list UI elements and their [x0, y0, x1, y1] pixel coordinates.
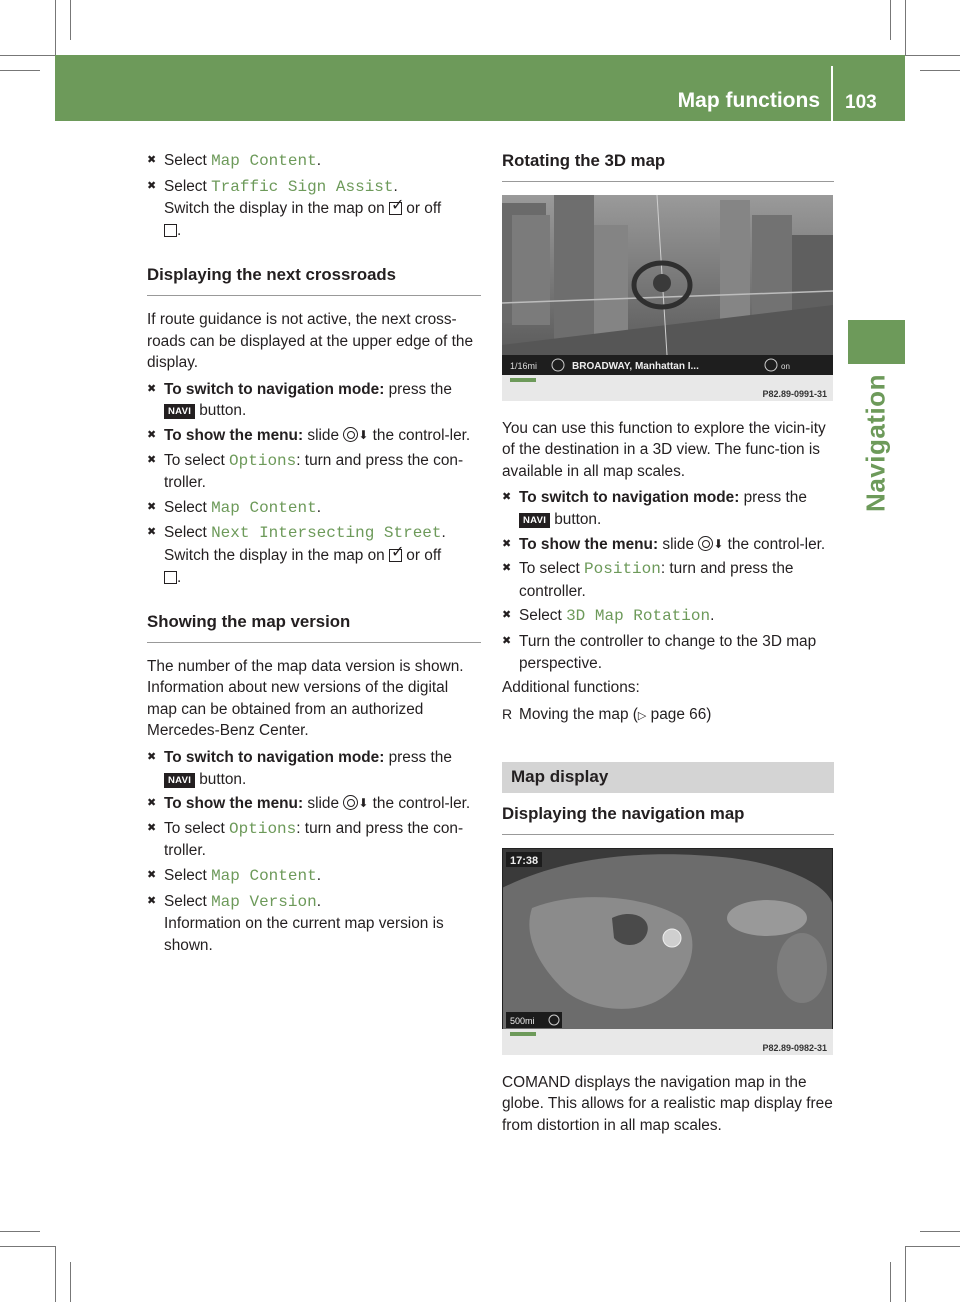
side-tab-marker — [848, 320, 905, 364]
globe-map-image — [502, 848, 833, 1041]
section-intro: The number of the map data version is shown. Information about new versions of the digital map can be obtained from an authorized Mercedes-Benz Center. — [147, 657, 464, 740]
step-select-traffic-sign: ✖ Select Traffic Sign Assist. Switch the display in the map on ✓ or off . — [147, 176, 481, 242]
screenshot-3d-map — [502, 195, 833, 401]
navi-button-icon: NAVI — [164, 773, 195, 788]
step-marker-icon: ✖ — [502, 562, 512, 575]
section-body: COMAND displays the navigation map in the globe. This allows for a realistic map display free from distortion in all map scales. — [502, 1073, 833, 1134]
globe-map-illustration — [502, 848, 833, 1041]
crop-mark — [0, 55, 55, 56]
step-marker-icon: ✖ — [502, 634, 512, 647]
step-nav-mode: ✖ To switch to navigation mode: press the NAVI button. — [147, 749, 452, 788]
step-show-menu: ✖ To show the menu: slide ⬇ the control-ler. — [147, 793, 481, 815]
step-select-map-version: ✖ Select Map Version. Information on the current map version is shown. — [147, 892, 444, 954]
crop-mark — [890, 0, 891, 40]
arrow-down-icon: ⬇ — [358, 427, 369, 442]
crop-mark — [905, 0, 906, 55]
step-show-menu: ✖ To show the menu: slide ⬇ the control-ler. — [502, 534, 834, 556]
menu-item-options: Options — [229, 819, 297, 838]
menu-item-map-content: Map Content — [211, 498, 317, 517]
step-select-options: ✖ To select Options: turn and press the con-troller. — [147, 451, 464, 492]
menu-item-traffic-sign-assist: Traffic Sign Assist — [211, 177, 394, 196]
step-marker-icon: ✖ — [147, 453, 157, 466]
crop-mark — [905, 1246, 906, 1302]
bullet-icon: R — [502, 705, 513, 722]
section-intro: If route guidance is not active, the next cross-roads can be displayed at the upper edge of the display. — [147, 310, 474, 372]
crop-mark — [890, 1262, 891, 1302]
page-reference-icon: ▷ — [637, 709, 647, 722]
step-marker-icon: ✖ — [502, 609, 512, 622]
step-select-map-content: ✖ Select Map Content. — [147, 498, 321, 517]
clock-label: 17:38 — [510, 854, 539, 867]
step-select-position: ✖ To select Position: turn and press the controller. — [502, 560, 794, 600]
step-marker-icon: ✖ — [502, 491, 512, 504]
step-marker-icon: ✖ — [147, 382, 157, 395]
page-reference-link[interactable]: page 66) — [650, 705, 712, 723]
checkbox-empty-icon — [164, 224, 177, 237]
controller-knob-icon — [698, 536, 713, 551]
checkbox-checked-icon — [389, 549, 402, 562]
step-nav-mode: ✖ To switch to navigation mode: press the NAVI button. — [147, 380, 452, 420]
header-divider — [831, 66, 833, 121]
navi-button-icon: NAVI — [519, 513, 550, 528]
step-marker-icon: ✖ — [147, 894, 157, 907]
step-select-map-content: ✖ Select Map Content. — [147, 152, 321, 170]
crop-mark — [0, 1246, 55, 1247]
menu-item-map-content: Map Content — [211, 867, 317, 886]
section-heading: Showing the map version — [147, 611, 481, 643]
additional-functions-label: Additional functions: — [502, 679, 640, 697]
section-banner: Map display — [502, 762, 834, 793]
arrow-down-icon: ⬇ — [358, 796, 369, 811]
crop-mark — [70, 0, 71, 40]
menu-item-map-version: Map Version — [211, 892, 317, 911]
right-column — [502, 150, 834, 1136]
menu-item-options: Options — [229, 451, 297, 470]
step-select-next-street: ✖ Select Next Intersecting Street. Switch the display in the map on ✓ or off . — [147, 522, 481, 588]
step-select-3d-rotation: ✖ Select 3D Map Rotation. — [502, 607, 715, 626]
controller-knob-icon — [343, 427, 358, 442]
step-marker-icon: ✖ — [147, 428, 157, 441]
additional-function-item: R Moving the map (▷ page 66) — [502, 704, 834, 728]
crop-mark — [905, 55, 960, 56]
section-intro: You can use this function to explore the vicin-ity of the destination in a 3D view. The func-tion is available in all map scales. — [502, 419, 826, 480]
screenshot-navigation-map — [502, 848, 833, 1055]
3d-city-illustration — [502, 195, 833, 387]
crop-mark — [905, 1246, 960, 1247]
step-marker-icon: ✖ — [147, 869, 157, 882]
image-caption: P82.89-0982-31 — [502, 1041, 833, 1055]
controller-knob-icon — [343, 795, 358, 810]
step-marker-icon: ✖ — [147, 526, 157, 539]
section-heading: Displaying the next crossroads — [147, 264, 481, 296]
left-column — [147, 150, 481, 959]
image-caption: P82.89-0991-31 — [502, 387, 833, 401]
street-name-label: BROADWAY, Manhattan I... — [572, 360, 699, 372]
crop-mark — [70, 1262, 71, 1302]
checkbox-empty-icon — [164, 571, 177, 584]
step-marker-icon: ✖ — [147, 179, 157, 192]
section-heading: Displaying the navigation map — [502, 803, 834, 835]
map-scale-label: 500mi — [510, 1015, 535, 1026]
step-select-options: ✖ To select Options: turn and press the con-troller. — [147, 819, 464, 860]
checkbox-checked-icon — [389, 202, 402, 215]
step-nav-mode: ✖ To switch to navigation mode: press the NAVI button. — [502, 489, 807, 528]
step-select-map-content: ✖ Select Map Content. — [147, 867, 321, 886]
page-title: Map functions — [677, 89, 820, 112]
page-number: 103 — [845, 92, 877, 113]
navi-button-icon: NAVI — [164, 404, 195, 419]
menu-item-position: Position — [584, 560, 661, 579]
menu-item-3d-map-rotation: 3D Map Rotation — [566, 607, 711, 626]
step-marker-icon: ✖ — [502, 537, 512, 550]
3d-map-image — [502, 195, 833, 387]
crop-mark — [0, 1231, 40, 1232]
crop-mark — [55, 0, 56, 55]
step-marker-icon: ✖ — [147, 797, 157, 810]
status-on-label: on — [781, 361, 790, 371]
map-scale-label: 1/16mi — [510, 360, 538, 371]
step-marker-icon: ✖ — [147, 751, 157, 764]
side-tab-label: Navigation — [860, 374, 891, 512]
step-marker-icon: ✖ — [147, 821, 157, 834]
crop-mark — [920, 70, 960, 71]
crop-mark — [920, 1231, 960, 1232]
step-marker-icon: ✖ — [147, 500, 157, 513]
menu-item-map-content: Map Content — [211, 152, 317, 170]
menu-item-next-intersecting-street: Next Intersecting Street — [211, 524, 442, 543]
arrow-down-icon: ⬇ — [713, 536, 724, 551]
crop-mark — [55, 1246, 56, 1302]
step-show-menu: ✖ To show the menu: slide ⬇ the control-ler. — [147, 425, 481, 447]
step-turn-controller: ✖ Turn the controller to change to the 3D map perspective. — [502, 632, 817, 672]
section-heading: Rotating the 3D map — [502, 150, 834, 182]
crop-mark — [0, 70, 40, 71]
step-marker-icon: ✖ — [147, 154, 157, 166]
